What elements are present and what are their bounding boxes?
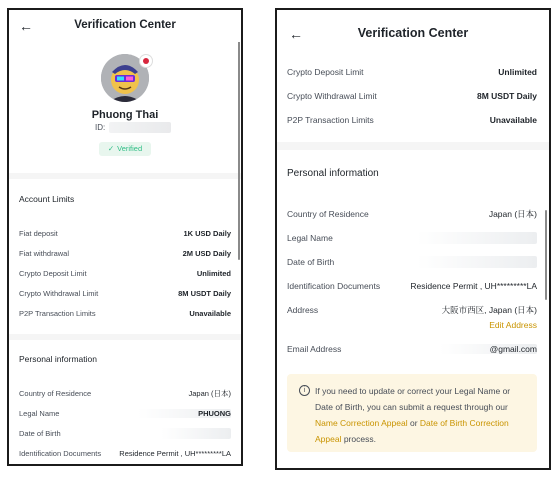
row-label: P2P Transaction Limits (19, 308, 96, 318)
row-label: Country of Residence (19, 388, 92, 398)
row-label: Legal Name (287, 233, 333, 243)
personal-row-legal-name (287, 231, 537, 245)
scrollbar[interactable] (545, 210, 547, 300)
verified-label: Verified (117, 144, 143, 153)
info-icon: i (299, 385, 310, 396)
edit-address-link[interactable]: Edit Address (489, 320, 537, 330)
header (9, 10, 241, 42)
left-screenshot (7, 8, 243, 466)
row-label: Date of Birth (19, 428, 61, 438)
personal-row-id-docs (287, 279, 537, 293)
user-name: Phuong Thai (91, 109, 159, 121)
section-divider (277, 142, 549, 150)
row-value: Japan (日本) (188, 388, 231, 398)
verified-badge (99, 142, 151, 156)
row-label: Identification Documents (287, 281, 381, 291)
row-value: 1K USD Daily (183, 228, 231, 238)
limit-row-fiat-withdrawal (19, 246, 231, 260)
personal-row-country (19, 386, 231, 400)
name-correction-appeal-link[interactable]: Name Correction Appeal (315, 418, 408, 428)
personal-info-title: Personal information (19, 354, 97, 364)
personal-row-id-docs (19, 446, 231, 460)
page-title: Verification Center (357, 26, 469, 40)
notice-text-part: If you need to update or correct your Legal Name or Date of Birth, you can submit a request through our (315, 386, 511, 412)
check-icon: ✓ (107, 144, 115, 153)
personal-row-dob (287, 255, 537, 269)
row-value: 大阪市西区, Japan (日本) (441, 305, 537, 315)
row-label: Fiat deposit (19, 228, 58, 238)
user-id-redacted (109, 122, 171, 133)
limit-row-crypto-deposit (19, 266, 231, 280)
personal-row-email (287, 342, 537, 356)
row-value: Unavailable (189, 308, 231, 318)
edit-address-row (287, 318, 537, 332)
section-divider (9, 173, 241, 179)
row-label: P2P Transaction Limits (287, 115, 374, 125)
row-value: PHUONG (138, 409, 231, 418)
dob-correction-appeal-link[interactable]: Date of Birth Correction Appeal (315, 418, 509, 444)
dob-redacted (417, 256, 537, 268)
row-label: Crypto Deposit Limit (19, 268, 87, 278)
row-value: 8M USDT Daily (477, 91, 537, 101)
row-value: @gmail.com (440, 344, 537, 354)
row-label: Country of Residence (287, 209, 369, 219)
personal-row-address (287, 303, 537, 317)
right-screenshot (275, 8, 551, 470)
row-value: Residence Permit , UH*********LA (119, 448, 231, 458)
row-label: Date of Birth (287, 257, 335, 267)
row-label: Identification Documents (19, 448, 102, 458)
row-label: Email Address (287, 344, 342, 354)
user-id-label: ID: (95, 123, 106, 132)
row-label: Crypto Withdrawal Limit (287, 91, 377, 101)
personal-row-legal-name (19, 406, 231, 420)
correction-notice (287, 374, 537, 452)
limit-row-p2p (287, 113, 537, 127)
row-value: 2M USD Daily (182, 248, 231, 258)
back-arrow-icon[interactable]: ← (19, 18, 33, 34)
row-value: 8M USDT Daily (178, 288, 231, 298)
dob-redacted (161, 428, 231, 439)
japan-flag-icon (140, 55, 152, 67)
scrollbar[interactable] (238, 40, 240, 260)
limit-row-p2p (19, 306, 231, 320)
notice-text-part: or (407, 418, 420, 428)
limit-row-crypto-withdrawal (287, 89, 537, 103)
limit-row-fiat-deposit (19, 226, 231, 240)
row-value: Unavailable (489, 115, 537, 125)
personal-row-dob (19, 426, 231, 440)
notice-text (315, 383, 527, 447)
notice-text-part: process. (341, 434, 376, 444)
row-label: Crypto Deposit Limit (287, 67, 364, 77)
personal-row-country (287, 207, 537, 221)
row-label: Address (287, 305, 319, 315)
limit-row-crypto-withdrawal (19, 286, 231, 300)
section-divider (9, 334, 241, 340)
row-value: Unlimited (196, 268, 231, 278)
row-value: Unlimited (498, 67, 537, 77)
row-value: Japan (日本) (488, 209, 537, 219)
row-value: Residence Permit , UH*********LA (410, 281, 537, 291)
limit-row-crypto-deposit (287, 65, 537, 79)
header (277, 10, 549, 48)
personal-info-title: Personal information (287, 168, 379, 179)
row-label: Crypto Withdrawal Limit (19, 288, 99, 298)
legal-name-redacted (417, 232, 537, 244)
row-label: Legal Name (19, 408, 60, 418)
row-label: Fiat withdrawal (19, 248, 70, 258)
account-limits-title: Account Limits (19, 194, 75, 204)
back-arrow-icon[interactable]: ← (289, 26, 303, 42)
page-title: Verification Center (74, 19, 176, 31)
